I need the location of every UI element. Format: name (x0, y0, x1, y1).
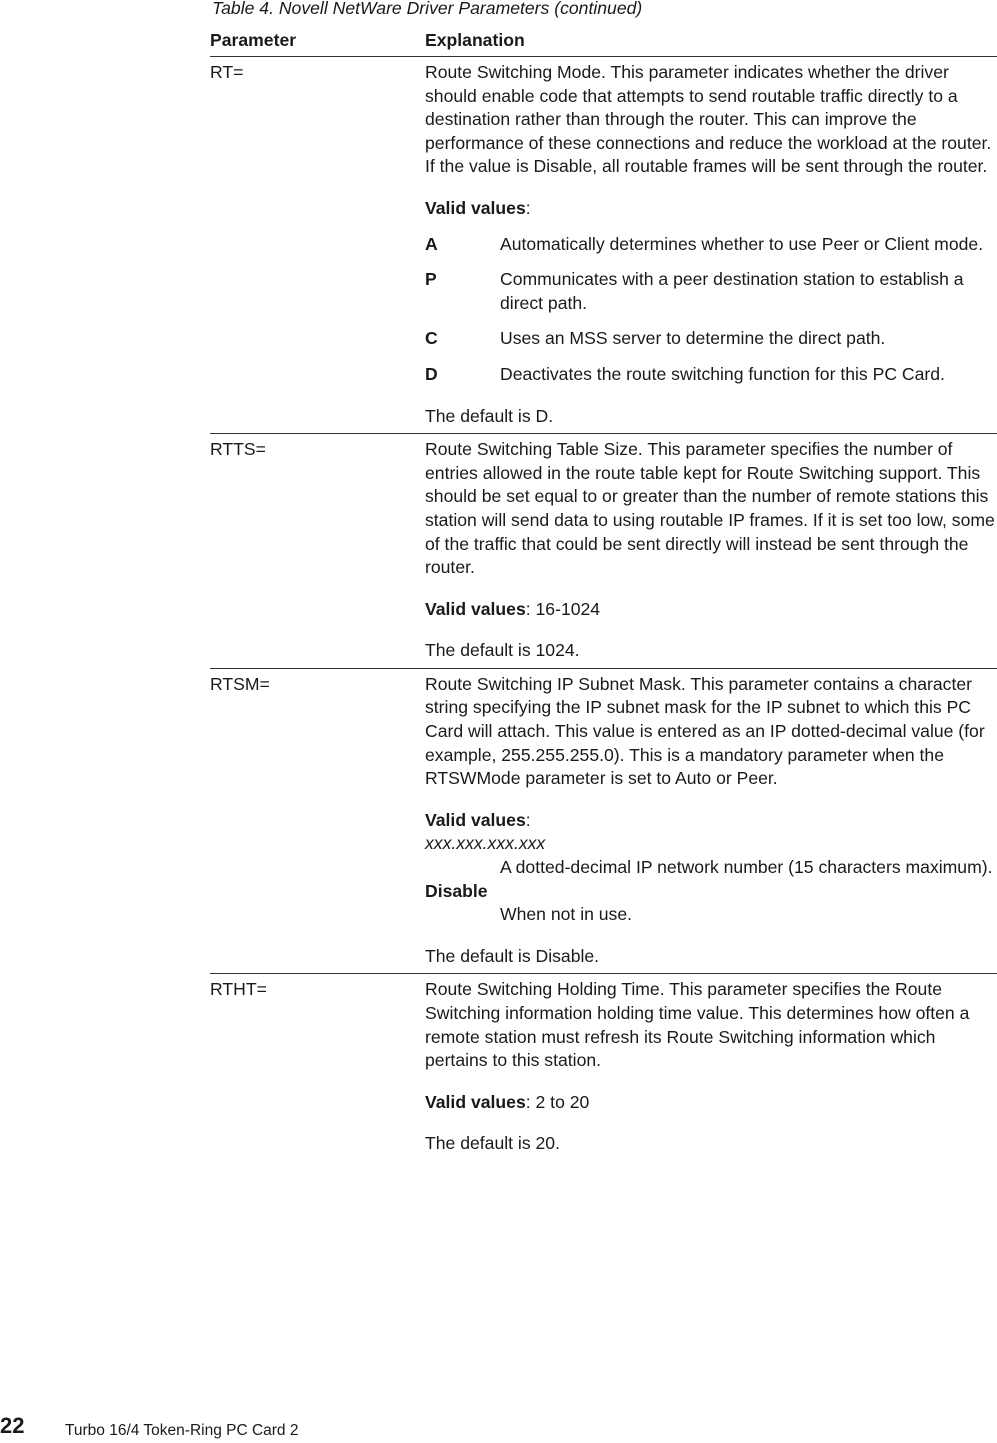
valid-values-suffix: : (525, 809, 531, 830)
value-desc: A dotted-decimal IP network number (15 characters maximum). (500, 857, 993, 878)
value-term: A (425, 233, 438, 254)
parameter-name: RTSM= (210, 673, 270, 694)
parameter-name: RT= (210, 62, 244, 82)
parameter-description: Route Switching Mode. This parameter indicates whether the driver should enable code that attempts to send routable traffic directly to a destination rather than through the router. This can improve the performance of these connections and reduce the workload at the router. If the value is Disable, all routable frames will be sent through the router. (425, 62, 992, 177)
header-parameter: Parameter (210, 30, 297, 50)
value-term: D (425, 363, 438, 384)
value-item (425, 363, 997, 387)
value-desc: Communicates with a peer destination station to establish a direct path. (500, 269, 964, 313)
valid-values-line (425, 197, 997, 221)
parameter-explanation (425, 673, 997, 969)
valid-values-line (425, 1091, 997, 1115)
parameter-explanation (425, 438, 997, 663)
valid-values-label: Valid values (425, 197, 526, 218)
value-item (425, 233, 997, 257)
parameter-name: RTHT= (210, 979, 267, 1000)
valid-values-line (425, 809, 997, 833)
page-number: 22 (0, 1413, 25, 1438)
value-term: Disable (425, 880, 488, 901)
table-caption: Table 4. Novell NetWare Driver Parameters (continued) (212, 0, 643, 18)
default-value: The default is 1024. (425, 640, 580, 661)
value-desc: When not in use. (500, 904, 633, 925)
table-row-rtts (210, 434, 997, 669)
footer-title: Turbo 16/4 Token-Ring PC Card 2 (65, 1422, 299, 1439)
parameter-explanation (425, 978, 997, 1156)
valid-values-label: Valid values (425, 809, 526, 830)
value-item (425, 327, 997, 351)
valid-values-suffix: : 16-1024 (525, 598, 601, 619)
table-row-rt (210, 57, 997, 434)
parameters-table (210, 28, 997, 1161)
value-item (425, 268, 997, 315)
header-explanation: Explanation (425, 30, 525, 50)
value-term: P (425, 269, 437, 290)
value-desc: Automatically determines whether to use Peer or Client mode. (500, 233, 984, 254)
table-row-rtsm (210, 669, 997, 975)
parameter-description: Route Switching IP Subnet Mask. This parameter contains a character string specifying the IP subnet mask for the IP subnet to which this PC Card will attach. This value is entered as an IP dotted-decimal value (for example, 255.255.255.0). This is a mandatory parameter when the RTSWMode parameter is set to Auto or Peer. (425, 673, 985, 789)
value-desc: Uses an MSS server to determine the direct path. (500, 328, 886, 349)
values-list (425, 832, 997, 926)
default-value: The default is Disable. (425, 945, 600, 966)
value-term: xxx.xxx.xxx.xxx (425, 833, 546, 854)
parameter-description: Route Switching Table Size. This parameter specifies the number of entries allowed in the route table kept for Route Switching support. This should be set equal to or greater than the number of remote stations this station will send data to using routable IP frames. If it is set too low, some of the traffic that could be sent directly will instead be sent through the router. (425, 439, 995, 578)
valid-values-suffix: : (525, 197, 531, 218)
table-header (210, 28, 997, 57)
valid-values-suffix: : 2 to 20 (525, 1091, 590, 1112)
parameter-description: Route Switching Holding Time. This parameter specifies the Route Switching information holding time value. This determines how often a remote station must refresh its Route Switching information which pertains to this station. (425, 979, 970, 1071)
parameter-explanation (425, 61, 997, 428)
table-row-rtht (210, 974, 997, 1161)
valid-values-label: Valid values (425, 598, 526, 619)
parameter-name: RTTS= (210, 439, 266, 460)
value-desc: Deactivates the route switching function for this PC Card. (500, 363, 945, 384)
values-list (425, 233, 997, 387)
valid-values-line (425, 598, 997, 622)
valid-values-label: Valid values (425, 1091, 526, 1112)
default-value: The default is 20. (425, 1133, 560, 1154)
default-value: The default is D. (425, 405, 554, 426)
value-term: C (425, 328, 438, 349)
